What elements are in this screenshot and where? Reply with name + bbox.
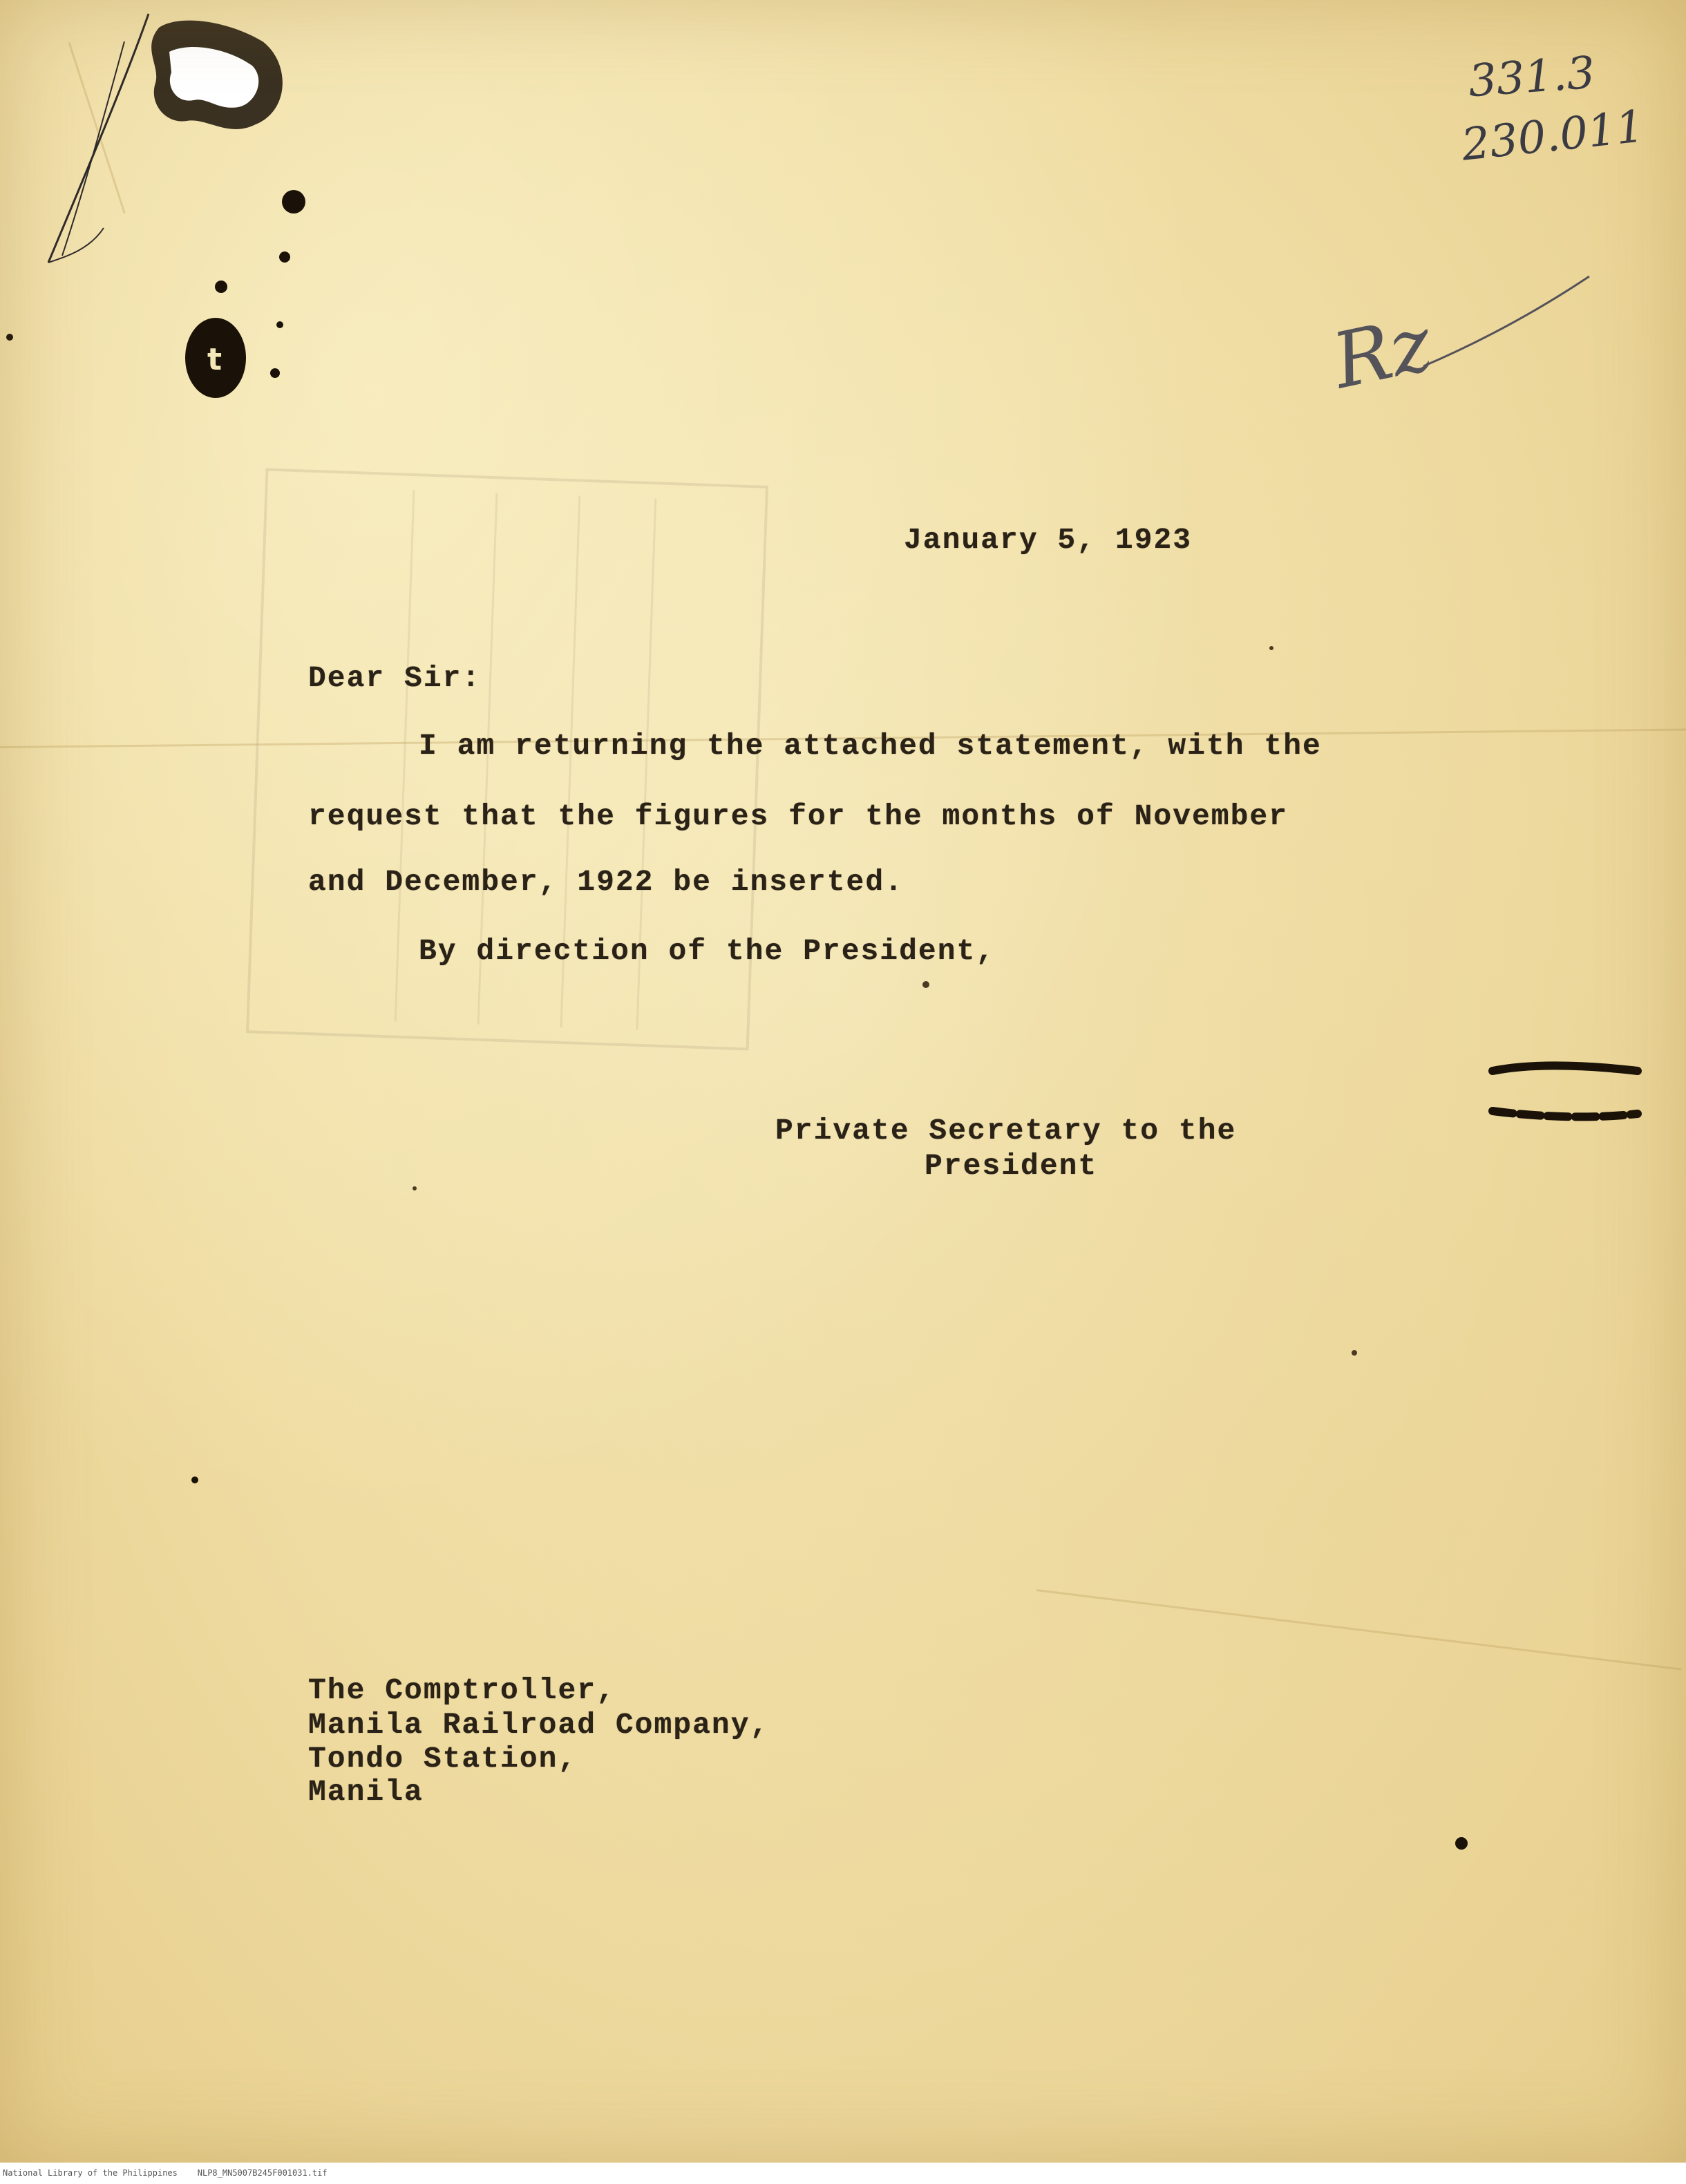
handwritten-file-number: 331.3 [1466, 47, 1597, 108]
paper-crease [1036, 1589, 1681, 1671]
signature-title: President [925, 1149, 1098, 1183]
scan-caption: National Library of the Philippines NLP8_MN5007B245F001031.tif [3, 2168, 328, 2178]
initials-flourish [1417, 269, 1596, 380]
body-line: and December, 1922 be inserted. [308, 865, 904, 899]
scan-footer [0, 2163, 1686, 2184]
salutation: Dear Sir: [308, 661, 482, 695]
addressee-line: Tondo Station, [308, 1742, 578, 1776]
addressee-line: Manila [308, 1775, 424, 1809]
clip-mark [1479, 1050, 1658, 1133]
addressee-line: Manila Railroad Company, [308, 1708, 770, 1742]
addressee-line: The Comptroller, [308, 1673, 616, 1707]
body-line: By direction of the President, [419, 934, 996, 968]
burn-marks [0, 0, 318, 415]
letter-date: January 5, 1923 [904, 523, 1193, 557]
handwritten-file-number: 230.011 [1459, 101, 1647, 171]
handwritten-initials: Rz [1325, 298, 1439, 406]
svg-text:t: t [207, 342, 222, 377]
signature-title: Private Secretary to the [775, 1114, 1237, 1148]
body-line: I am returning the attached statement, with the [419, 729, 1322, 763]
body-line: request that the figures for the months of November [308, 799, 1289, 833]
